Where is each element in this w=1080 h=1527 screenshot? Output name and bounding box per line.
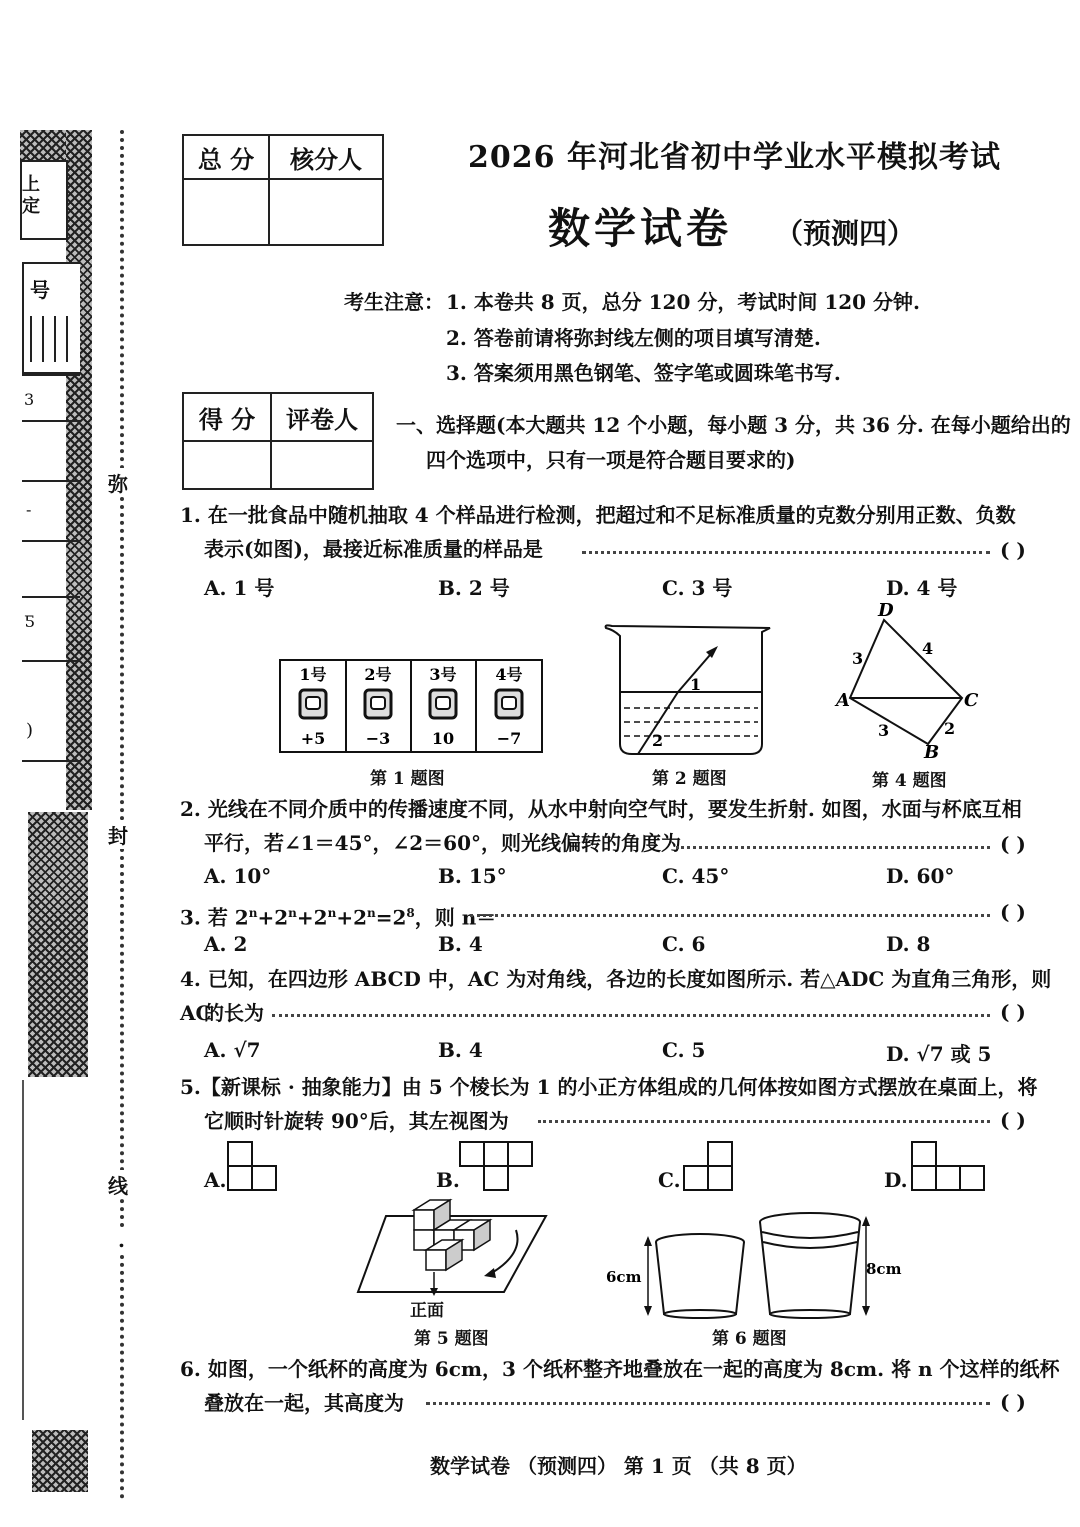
figure-2-caption: 第 2 题图 (652, 769, 727, 789)
paper-subject: 数学试卷 (548, 204, 733, 253)
q1-option-d[interactable]: D. 4 号 (886, 576, 958, 600)
q1-option-a[interactable]: A. 1 号 (204, 576, 275, 600)
q1-option-b[interactable]: B. 2 号 (438, 576, 510, 600)
cup-height-1: 6cm (606, 1268, 642, 1286)
exam-title: 2026 年河北省初中学业水平模拟考试 (468, 140, 1001, 175)
side-label-num: 号 (30, 278, 50, 302)
vertex-a: A (836, 690, 850, 711)
q3-exp: n (288, 906, 297, 920)
sample-3 (429, 665, 456, 748)
sample-2 (364, 665, 391, 748)
seal-char: 封 (108, 820, 128, 849)
seal-line (120, 130, 124, 1500)
q4-option-c[interactable]: C. 5 (662, 1038, 706, 1062)
total-score-field[interactable] (183, 179, 269, 245)
q2-line2: 平行，若∠1＝45°，∠2＝60°，则光线偏转的角度为 (204, 831, 682, 855)
side-mark: - (26, 500, 32, 519)
vertex-b: B (924, 742, 940, 760)
q6-leader (426, 1402, 990, 1405)
section-heading-cont: 四个选项中，只有一项是符合题目要求的) (426, 448, 796, 472)
side-mark: Ƽ (24, 612, 35, 631)
seal-char: 线 (108, 1170, 128, 1199)
q5-option-d-view (910, 1140, 990, 1194)
notice-lead: 考生注意： (344, 290, 444, 314)
figure-1-samples (278, 656, 546, 756)
sample-4 (495, 665, 522, 748)
q3-exp: n (367, 906, 376, 920)
q3-leader (470, 914, 990, 917)
q3-option-d[interactable]: D. 8 (886, 932, 931, 956)
side-mark: 3 (24, 390, 35, 409)
total-score-table (182, 134, 384, 246)
section-heading: 一、选择题(本大题共 12 个小题，每小题 3 分，共 36 分. 在每小题给出的 (396, 413, 1071, 437)
q3-stem: 3. 若 $2^n+2^n+2^n+2^n=2^8$，则 n＝ (180, 905, 497, 930)
section-score-table (182, 392, 374, 490)
q3-exp: n (327, 906, 337, 920)
q2-leader (676, 846, 990, 849)
sample-1-value: +5 (300, 729, 326, 748)
q5-option-c[interactable]: C. (658, 1168, 681, 1192)
side-edge (22, 1080, 24, 1420)
stacked-cups (760, 1213, 860, 1318)
q3-eq: =2 (375, 905, 407, 930)
figure-4-caption: 第 4 题图 (872, 771, 947, 791)
single-cup (656, 1234, 744, 1318)
figure-6-cups (604, 1208, 904, 1320)
package-icon (430, 690, 456, 718)
q4-answer-blank[interactable]: ( ) (1000, 1000, 1026, 1024)
side-label-top: 上 定 (22, 174, 40, 217)
side-mark: ) (26, 720, 34, 741)
package-icon (300, 690, 326, 718)
seal-char: 弥 (108, 468, 128, 497)
q2-option-d[interactable]: D. 60° (886, 864, 955, 888)
vertex-c: C (964, 690, 979, 711)
q5-line1: 5.【新课标 · 抽象能力】由 5 个棱长为 1 的小正方体组成的几何体按如图方式摆放在桌面上，将 (180, 1075, 1038, 1099)
figure-2-beaker (600, 622, 780, 758)
q5-leader (538, 1120, 990, 1123)
q5-option-a[interactable]: A. (204, 1168, 227, 1192)
q2-option-c[interactable]: C. 45° (662, 864, 730, 888)
page-footer: 数学试卷 （预测四） 第 1 页 （共 8 页） (430, 1454, 807, 1478)
q3-option-c[interactable]: C. 6 (662, 932, 706, 956)
q3-exp: n (248, 906, 258, 920)
q5-line2: 它顺时针旋转 90°后，其左视图为 (204, 1109, 509, 1133)
q5-option-b-view (458, 1140, 538, 1192)
figure-5-caption: 第 5 题图 (414, 1329, 489, 1349)
q4-option-a[interactable]: A. √7 (204, 1038, 261, 1062)
q2-line1: 2. 光线在不同介质中的传播速度不同，从水中射向空气时，要发生折射. 如图，水面与杯底互相 (180, 797, 1022, 821)
q3-exp-8: 8 (406, 906, 415, 920)
figure-5-front-label: 正面 (410, 1301, 444, 1321)
side-line (22, 420, 80, 422)
section-score-label: 得 分 (183, 393, 271, 441)
package-icon (496, 690, 522, 718)
seal-dot: . (118, 1228, 125, 1252)
section-score-field[interactable] (183, 441, 271, 489)
notice-item-2: 2. 答卷前请将弥封线左侧的项目填写清楚. (446, 326, 821, 350)
package-icon (365, 690, 391, 718)
side-label-box (20, 160, 68, 240)
sample-2-label: 2号 (364, 665, 392, 684)
q5-option-b[interactable]: B. (436, 1168, 460, 1192)
q4-option-d[interactable]: D. √7 或 5 (886, 1042, 992, 1066)
side-ad: 3 (852, 649, 864, 668)
sample-3-label: 3号 (429, 665, 457, 684)
sample-1-label: 1号 (299, 665, 327, 684)
q6-answer-blank[interactable]: ( ) (1000, 1390, 1026, 1414)
sample-1 (299, 665, 326, 748)
q5-option-c-view (682, 1140, 736, 1192)
sample-4-label: 4号 (495, 665, 523, 684)
q5-option-a-view (226, 1140, 280, 1192)
q3-plus: + (296, 905, 314, 930)
q6-line2: 叠放在一起，其高度为 (204, 1391, 404, 1415)
grader-field[interactable] (271, 441, 373, 489)
q3-option-a[interactable]: A. 2 (204, 932, 248, 956)
sample-2-value: −3 (365, 729, 391, 748)
q3-stem-post: ，则 n＝ (414, 905, 497, 930)
q6-line1: 6. 如图，一个纸杯的高度为 6cm，3 个纸杯整齐地叠放在一起的高度为 8cm. 将 n 个这样的纸杯 (180, 1357, 1060, 1381)
q3-plus: + (257, 905, 275, 930)
q1-line1: 1. 在一批食品中随机抽取 4 个样品进行检测，把超过和不足标准质量的克数分别用正数、负数 (180, 503, 1016, 527)
q3-plus: + (336, 905, 354, 930)
q4-option-b[interactable]: B. 4 (438, 1038, 483, 1062)
side-line (22, 480, 80, 482)
q3-answer-blank[interactable]: ( ) (1000, 900, 1026, 924)
side-line (22, 760, 80, 762)
q1-option-c[interactable]: C. 3 号 (662, 576, 733, 600)
cup-height-3: 8cm (866, 1260, 902, 1278)
notice-item-3: 3. 答案须用黑色钢笔、签字笔或圆珠笔书写. (446, 361, 841, 385)
q4-line1: 4. 已知，在四边形 ABCD 中，AC 为对角线，各边的长度如图所示. 若△ADC 为直角三角形，则 AC (180, 967, 1052, 1025)
side-line (22, 660, 80, 662)
q2-option-b[interactable]: B. 15° (438, 864, 507, 888)
angle-2-label: 2 (652, 731, 664, 750)
side-line (22, 372, 80, 374)
figure-5-cubes (354, 1196, 550, 1300)
checker-field[interactable] (269, 179, 383, 245)
q3-stem-pre: 3. 若 2 (180, 905, 249, 930)
q4-line2: 的长为 (204, 1001, 264, 1025)
notice-item-1: 1. 本卷共 8 页，总分 120 分，考试时间 120 分钟. (446, 290, 920, 314)
total-score-label: 总 分 (183, 135, 269, 179)
figure-4-quadrilateral (834, 600, 984, 760)
angle-1-label: 1 (690, 675, 702, 694)
q5-answer-blank[interactable]: ( ) (1000, 1108, 1026, 1132)
vertex-d: D (878, 600, 894, 621)
paper-edition: （预测四） (775, 217, 916, 250)
sample-3-value: 10 (431, 729, 455, 748)
q1-leader (582, 551, 990, 554)
q5-option-d[interactable]: D. (884, 1168, 908, 1192)
q3-option-b[interactable]: B. 4 (438, 932, 483, 956)
id-grid (30, 316, 74, 362)
side-dc: 4 (922, 639, 934, 658)
q2-answer-blank[interactable]: ( ) (1000, 832, 1026, 856)
figure-1-caption: 第 1 题图 (370, 769, 445, 789)
side-line (22, 540, 80, 542)
q2-option-a[interactable]: A. 10° (204, 864, 272, 888)
grader-label: 评卷人 (271, 393, 373, 441)
side-bc: 2 (944, 719, 956, 738)
sample-4-value: −7 (496, 729, 522, 748)
figure-6-caption: 第 6 题图 (712, 1329, 787, 1349)
side-id-box (22, 262, 80, 376)
side-ab: 3 (878, 721, 890, 740)
checker-label: 核分人 (269, 135, 383, 179)
q1-line2: 表示(如图)，最接近标准质量的样品是 (204, 537, 543, 561)
q1-answer-blank[interactable]: ( ) (1000, 538, 1026, 562)
side-line (22, 596, 80, 598)
q4-leader (272, 1014, 990, 1017)
